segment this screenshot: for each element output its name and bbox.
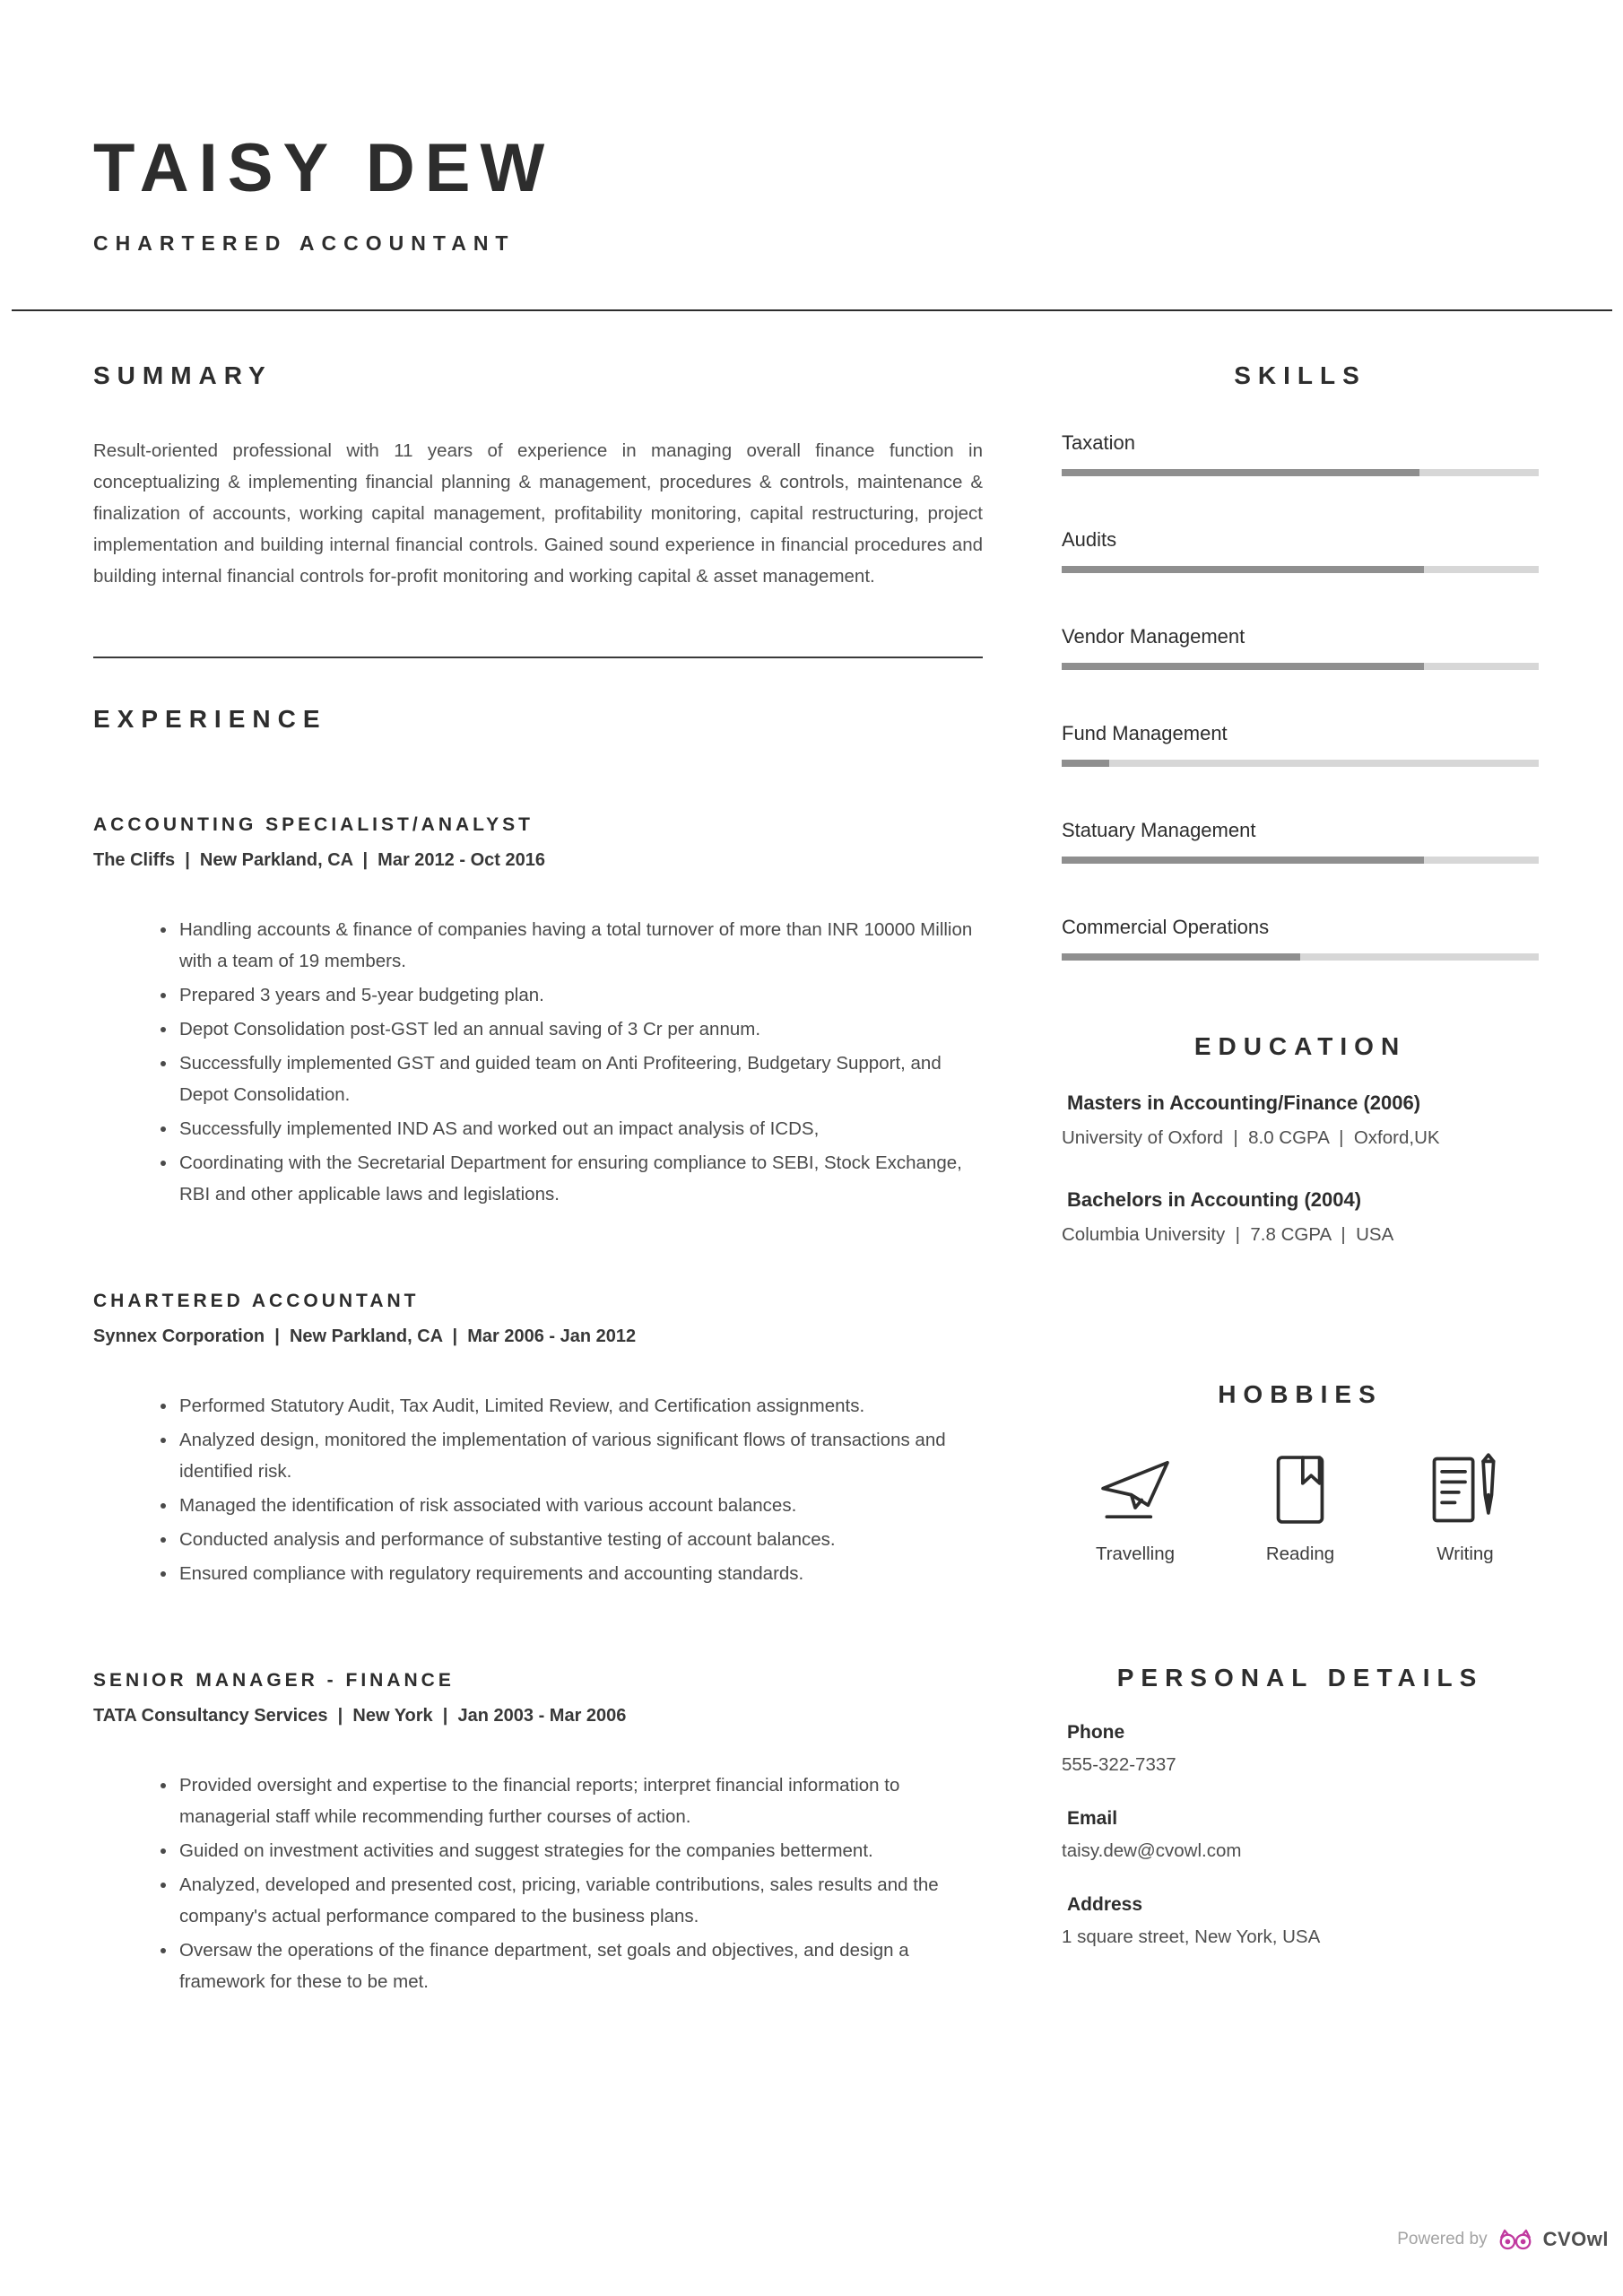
- skill-item: [1062, 819, 1539, 864]
- skill-label: Commercial Operations: [1062, 916, 1270, 938]
- skill-label: Vendor Management: [1062, 625, 1245, 648]
- hobby-row: [1062, 1448, 1539, 1565]
- skills-section: [1062, 361, 1539, 961]
- skill-bar-fill: [1062, 857, 1424, 864]
- summary-text: Result-oriented professional with 11 years of experience in managing overall finance function in conceptualizing & implementing financial planning & management, procedures & controls, maintenance & finalization of accounts, working capital management, profitability monitoring, capital restructuring, project implementation and building internal financial controls. Gained sound experience in financial procedures and building internal financial controls for-profit monitoring and working capital & asset management.: [93, 440, 983, 587]
- job-bullet: • Successfully implemented IND AS and worked out an impact analysis of ICDS,: [178, 1113, 983, 1144]
- job-bullet: • Handling accounts & finance of companies having a total turnover of more than INR 10000 Million with a team of 19 members.: [178, 914, 983, 977]
- skill-bar-track: [1062, 760, 1539, 767]
- footer: [1397, 2228, 1609, 2251]
- skill-bar-track: [1062, 469, 1539, 476]
- job-bullet: • Analyzed design, monitored the implementation of various significant flows of transactions and identified risk.: [178, 1424, 983, 1487]
- skill-label: Audits: [1062, 528, 1117, 551]
- phone-label: Phone: [1067, 1722, 1125, 1743]
- skill-label: Taxation: [1062, 431, 1135, 454]
- skill-bar-fill: [1062, 663, 1424, 670]
- job-meta: The Cliffs | New Parkland, CA | Mar 2012 - Oct 2016: [93, 850, 545, 870]
- skill-bar-track: [1062, 566, 1539, 573]
- experience-heading: EXPERIENCE: [93, 705, 327, 733]
- job-role: ACCOUNTING SPECIALIST/ANALYST: [93, 814, 534, 835]
- skill-item: [1062, 528, 1539, 573]
- job-bullet: • Oversaw the operations of the finance department, set goals and objectives, and design a framework for these to be met.: [178, 1935, 983, 1997]
- header-divider: [12, 309, 1612, 311]
- skill-item: [1062, 625, 1539, 670]
- hobby-label: Writing: [1436, 1544, 1494, 1564]
- email-value: taisy.dew@cvowl.com: [1062, 1840, 1242, 1861]
- job-bullet: • Depot Consolidation post-GST led an annual saving of 3 Cr per annum.: [178, 1013, 983, 1045]
- skill-bar-track: [1062, 663, 1539, 670]
- skill-label: Fund Management: [1062, 722, 1228, 744]
- skills-heading: SKILLS: [1234, 361, 1367, 389]
- job-bullet: • Provided oversight and expertise to the financial reports; interpret financial information to managerial staff while recommending further courses of action.: [178, 1770, 983, 1832]
- address-value: 1 square street, New York, USA: [1062, 1926, 1321, 1947]
- job-bullet-list: [93, 914, 983, 1210]
- job-bullet-list: [93, 1390, 983, 1589]
- job-bullet: • Guided on investment activities and suggest strategies for the companies betterment.: [178, 1835, 983, 1866]
- skill-item: [1062, 916, 1539, 961]
- candidate-title: CHARTERED ACCOUNTANT: [93, 231, 516, 255]
- summary-heading: SUMMARY: [93, 361, 273, 389]
- skill-bar-track: [1062, 857, 1539, 864]
- header: [0, 0, 1623, 256]
- skill-item: [1062, 722, 1539, 767]
- job-role: CHARTERED ACCOUNTANT: [93, 1291, 420, 1311]
- candidate-name: TAISY DEW: [93, 130, 555, 206]
- job-meta: Synnex Corporation | New Parkland, CA | Mar 2006 - Jan 2012: [93, 1326, 637, 1346]
- hobby-reading: [1250, 1448, 1350, 1565]
- address-field: [1062, 1894, 1539, 1948]
- job-bullet: • Coordinating with the Secretarial Department for ensuring compliance to SEBI, Stock Exchange, RBI and other applicable laws and legislations.: [178, 1147, 983, 1210]
- education-entry: [1062, 1188, 1539, 1246]
- summary-section: [93, 361, 983, 592]
- job-entry: [93, 814, 983, 1210]
- job-bullet: • Conducted analysis and performance of substantive testing of account balances.: [178, 1524, 983, 1555]
- hobby-label: Travelling: [1095, 1544, 1176, 1564]
- job-entry: [93, 1291, 983, 1589]
- address-label: Address: [1067, 1894, 1143, 1915]
- education-degree: Masters in Accounting/Finance (2006): [1067, 1091, 1421, 1114]
- job-role: SENIOR MANAGER - FINANCE: [93, 1670, 455, 1691]
- education-meta: University of Oxford | 8.0 CGPA | Oxford,UK: [1062, 1127, 1440, 1148]
- cvowl-owl-icon: [1497, 2228, 1534, 2251]
- powered-by-text: Powered by: [1397, 2230, 1488, 2248]
- brand-name: CVOwl: [1542, 2228, 1609, 2250]
- email-field: [1062, 1808, 1539, 1862]
- phone-field: [1062, 1722, 1539, 1776]
- job-bullet: • Analyzed, developed and presented cost, pricing, variable contributions, sales results and the company's actual performance compared to the business plans.: [178, 1869, 983, 1932]
- job-bullet-list: [93, 1770, 983, 1997]
- experience-section: [93, 705, 983, 1997]
- skill-bar-track: [1062, 953, 1539, 961]
- education-heading: EDUCATION: [1193, 1032, 1407, 1060]
- skill-bar-fill: [1062, 566, 1424, 573]
- personal-details-section: [1062, 1664, 1539, 1948]
- hobby-writing: [1415, 1448, 1515, 1565]
- education-section: [1062, 1032, 1539, 1246]
- skill-bar-fill: [1062, 469, 1419, 476]
- education-degree: Bachelors in Accounting (2004): [1067, 1188, 1362, 1211]
- skill-bar-fill: [1062, 760, 1109, 767]
- skill-label: Statuary Management: [1062, 819, 1256, 841]
- job-bullet: • Successfully implemented GST and guided team on Anti Profiteering, Budgetary Support, and Depot Consolidation.: [178, 1048, 983, 1110]
- sidebar-column: [1062, 361, 1539, 2000]
- summary-experience-divider: [93, 657, 983, 658]
- hobbies-heading: HOBBIES: [1218, 1380, 1383, 1408]
- job-bullet: • Performed Statutory Audit, Tax Audit, Limited Review, and Certification assignments.: [178, 1390, 983, 1422]
- job-meta: TATA Consultancy Services | New York | Jan 2003 - Mar 2006: [93, 1706, 627, 1726]
- skills-list: [1062, 431, 1539, 961]
- main-column: [93, 361, 983, 2000]
- book-icon: [1259, 1448, 1341, 1531]
- education-list: [1062, 1091, 1539, 1246]
- content-columns: [0, 361, 1623, 2000]
- personal-details-heading: PERSONAL DETAILS: [1116, 1664, 1484, 1692]
- pen-paper-icon: [1424, 1448, 1506, 1531]
- email-label: Email: [1067, 1808, 1118, 1829]
- job-bullet: • Prepared 3 years and 5-year budgeting plan.: [178, 979, 983, 1011]
- hobbies-section: [1062, 1380, 1539, 1565]
- skill-bar-fill: [1062, 953, 1300, 961]
- paper-plane-icon: [1094, 1448, 1176, 1531]
- job-entry: [93, 1670, 983, 1997]
- education-meta: Columbia University | 7.8 CGPA | USA: [1062, 1224, 1394, 1245]
- phone-value: 555-322-7337: [1062, 1754, 1176, 1775]
- job-bullet: • Managed the identification of risk associated with various account balances.: [178, 1490, 983, 1521]
- job-bullet: • Ensured compliance with regulatory requirements and accounting standards.: [178, 1558, 983, 1589]
- education-entry: [1062, 1091, 1539, 1149]
- hobby-label: Reading: [1265, 1544, 1335, 1564]
- hobby-travelling: [1085, 1448, 1185, 1565]
- skill-item: [1062, 431, 1539, 476]
